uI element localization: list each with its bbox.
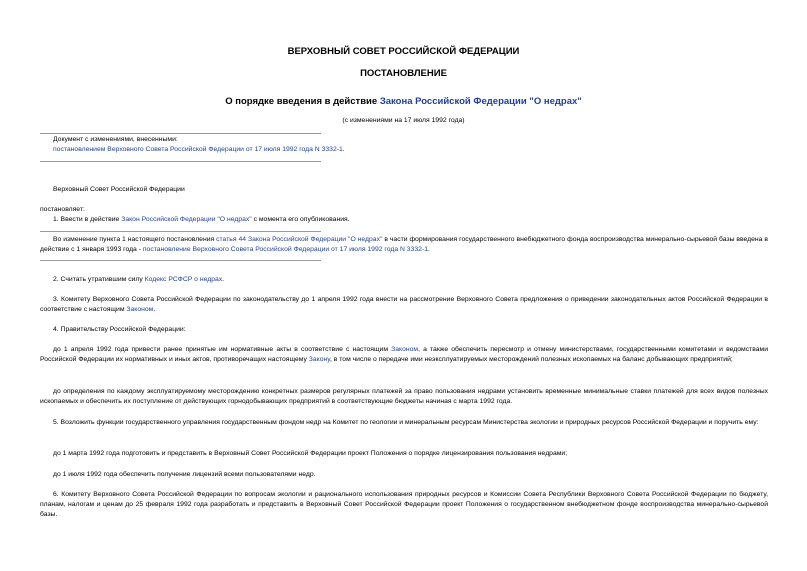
changes-box-top-rule: [40, 133, 321, 134]
item-4a-law-link-1[interactable]: Законом: [391, 346, 419, 353]
amendment-resolution-link[interactable]: постановление Верховного Совета Российской Федерации от 17 июля 1992 года N 3332-1: [142, 246, 428, 253]
title-law-link[interactable]: Закона Российской Федерации "О недрах": [379, 96, 582, 107]
changes-box-suffix: .: [342, 146, 345, 153]
item-3-text: 3. Комитету Верховного Совета Российской Федерации по законодательству до 1 апреля 1992 года внести на рассмотрение Верховного Совета предложения о приведении законодательных актов Российской Федерации в соответствие с настоящим: [40, 296, 768, 313]
item-4-paragraph-a: [40, 345, 768, 365]
item-1-prefix: 1. Ввести в действие: [53, 216, 122, 223]
amendment-text-2: в части формирования государственного внебюджетного фонда воспроизводства минерально-сырьевой базы введена в действие с 1 января 1993 года -: [40, 236, 769, 253]
item-4-heading: 4. Правительству Российской Федерации:: [53, 326, 186, 333]
changes-box-label: Документ с изменениями, внесенными:: [53, 136, 178, 143]
amendment-note: [40, 235, 768, 255]
item-5: 5. Возложить функции государственного управления государственным фондом недр на Комитет по геологии и минеральным ресурсам Министерства экологии и природных ресурсов Российской Федерации и поручить ему:: [53, 419, 759, 426]
item-5-paragraph-b: до 1 июля 1992 года обеспечить получение лицензий всеми пользователями недр.: [53, 471, 316, 478]
changes-note: (с изменениями на 17 июля 1992 года): [342, 117, 465, 124]
title-prefix: О порядке введения в действие: [225, 96, 380, 107]
item-1: [53, 215, 350, 225]
preamble-issuer: Верховный Совет Российской Федерации: [53, 186, 185, 193]
item-4a-text-1: до 1 апреля 1992 года привести ранее принятые им нормативные акты в соответствие с настоящим: [53, 346, 392, 353]
item-2: [53, 275, 224, 285]
changes-box-link[interactable]: постановлением Верховного Совета Российской Федерации от 17 июля 1992 года N 3332-1: [53, 146, 343, 153]
amendment-top-rule: [40, 231, 321, 232]
item-4-paragraph-b: до определения по каждому эксплуатируемому месторождению конкретных размеров регулярных платежей за право пользования недрами установить временные минимальные ставки платежей для всех видов полезных ископаемых и обеспечить их поступление от действующих горнодобывающих предприятий в соответствующие бюджеты начиная с марта 1992 года.: [40, 388, 768, 405]
item-4a-text-3: , в том числе о передаче ими неэксплуатируемых месторождений полезных ископаемых на баланс добывающих предприятий;: [329, 356, 733, 363]
item-2-code-link[interactable]: Кодекс РСФСР о недрах: [144, 276, 223, 283]
preamble-resolves: постановляет:: [40, 206, 85, 213]
changes-box-line: [53, 145, 345, 155]
amendment-text-1: Во изменение пункта 1 настоящего постановления: [53, 236, 217, 243]
item-4a-text-2: , а также обеспечить пересмотр и отмену министерствами, государственными комитетами и ведомствами Российской Федерации их нормативных и иных актов, противоречащих настоящему: [40, 346, 768, 363]
doc-type-heading: ПОСТАНОВЛЕНИЕ: [360, 68, 447, 79]
amendment-bottom-rule: [40, 260, 321, 261]
item-2-suffix: .: [222, 276, 225, 283]
item-1-suffix: с момента его опубликования.: [251, 216, 350, 223]
item-2-prefix: 2. Считать утратившим силу: [53, 276, 145, 283]
item-3-law-link[interactable]: Законом: [126, 306, 154, 313]
amendment-text-3: .: [427, 246, 430, 253]
item-4a-law-link-2[interactable]: Закону: [308, 356, 330, 363]
item-3-suffix: .: [153, 306, 156, 313]
item-3: [40, 295, 768, 315]
item-1-law-link[interactable]: Закон Российской Федерации "О недрах": [121, 216, 252, 223]
amendment-article-link[interactable]: статья 44 Закона Российской Федерации "О недрах": [216, 236, 383, 243]
changes-box-bottom-rule: [40, 161, 321, 162]
item-6: 6. Комитету Верховного Совета Российской Федерации по вопросам экологии и рационального использования природных ресурсов и Комиссии Совета Республики Верховного Совета Российской Федерации по бюджету, планам, налогам и ценам до 25 февраля 1992 года разработать и представить в Верховный Совет Российской Федерации проект Положения о государственном внебюджетном фонде воспроизводства минерально-сырьевой базы.: [40, 491, 768, 518]
issuer-heading: ВЕРХОВНЫЙ СОВЕТ РОССИЙСКОЙ ФЕДЕРАЦИИ: [287, 46, 520, 57]
item-5-paragraph-a: до 1 марта 1992 года подготовить и представить в Верховный Совет Российской Федерации проект Положения о порядке лицензирования пользования недрами;: [53, 450, 568, 457]
document-title: [0, 96, 807, 107]
